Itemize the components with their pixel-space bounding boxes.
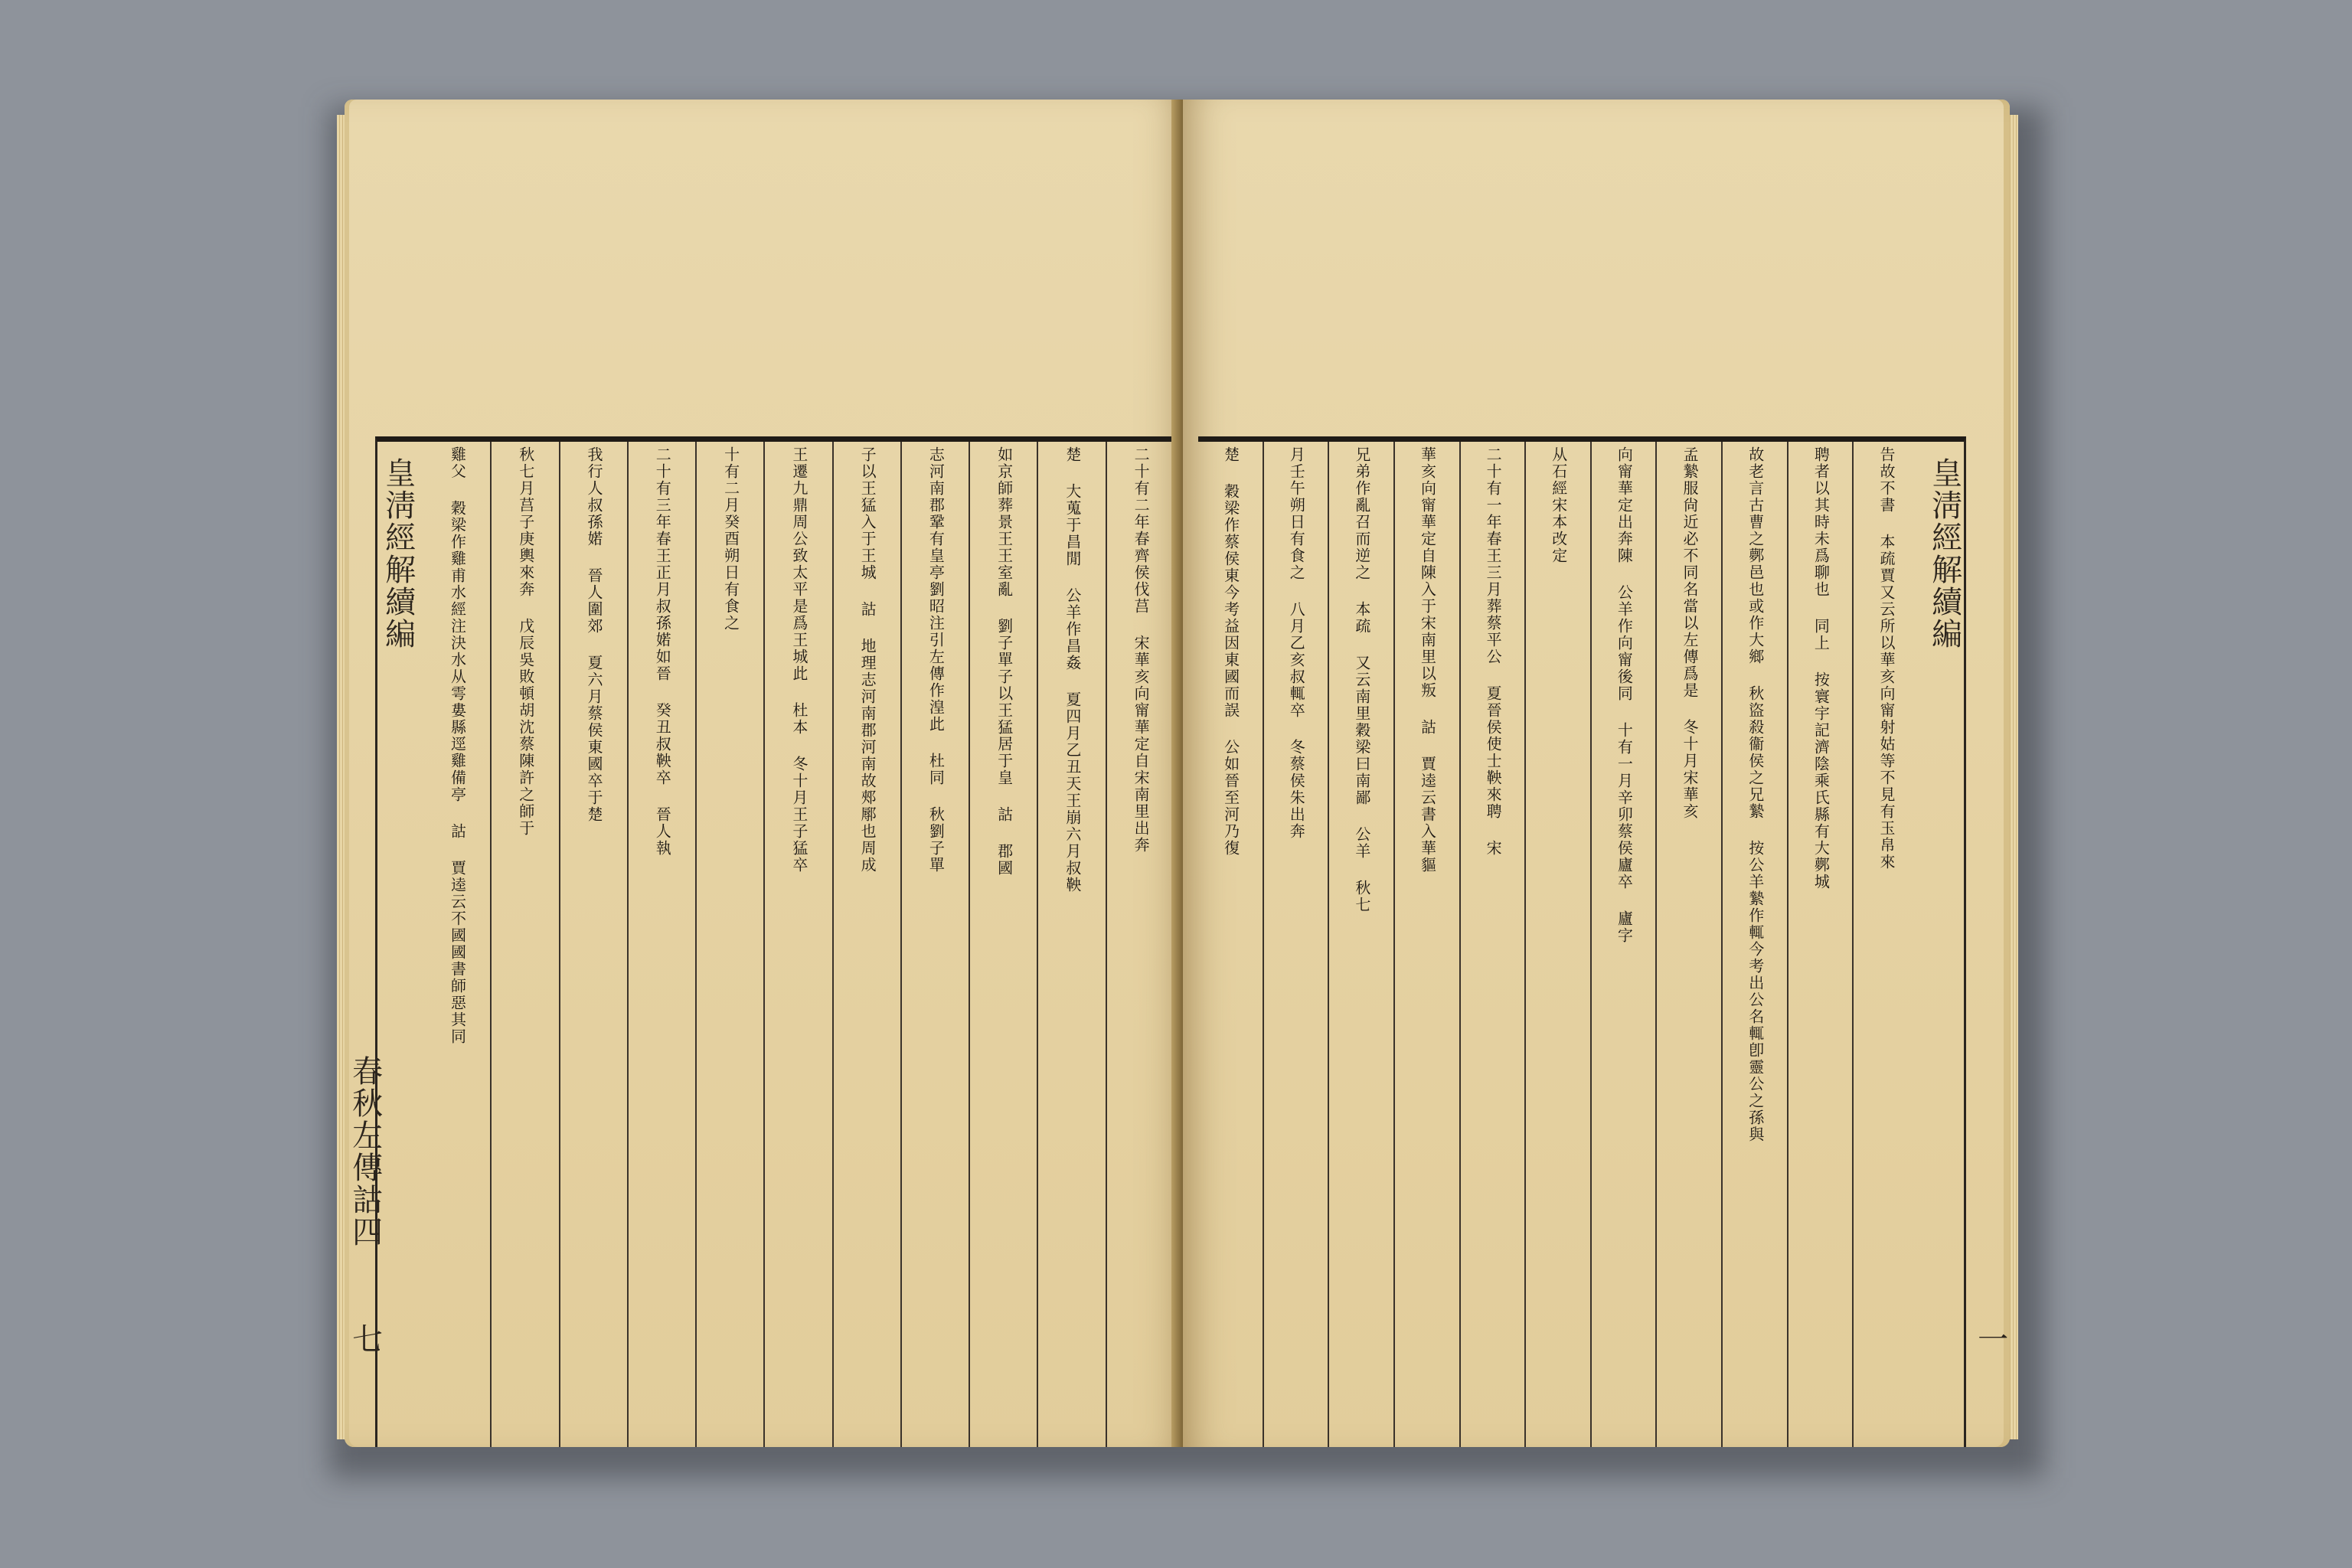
text-column [1106, 442, 1174, 1447]
left-text-frame [375, 436, 1174, 1447]
column-text: 志河南郡鞏有皇亭劉昭注引左傳作湟此 杜同 秋劉子單 [926, 446, 946, 874]
column-text: 十有二月癸酉朔日有食之 [721, 446, 740, 632]
text-column [627, 442, 695, 1447]
column-text: 聘者以其時未爲聊也 同上 按寰宇記濟陰乘氏縣有大鄸城 [1811, 446, 1831, 890]
text-column [1852, 442, 1918, 1447]
left-columns [423, 442, 1174, 1447]
left-folio [345, 1055, 387, 1248]
column-text: 告故不書 本疏賈又云所以華亥向甯射姑等不見有玉帛來 [1877, 446, 1896, 871]
column-text: 二十有一年春王三月葬蔡平公 夏晉侯使士鞅來聘 宋 [1484, 446, 1503, 857]
text-column [423, 442, 490, 1447]
right-columns [1198, 442, 1918, 1447]
text-column [1787, 442, 1853, 1447]
left-folio-number [345, 1323, 387, 1355]
right-folio-number [1967, 1323, 2010, 1355]
column-text: 向甯華定出奔陳 公羊作向甯後同 十有一月辛卯蔡侯廬卒 廬字 [1615, 446, 1634, 944]
right-margin-label [1921, 449, 1967, 1447]
column-text: 二十有三年春王正月叔孫婼如晉 癸丑叔鞅卒 晉人執 [653, 446, 672, 857]
text-column [1263, 442, 1328, 1447]
left-page [345, 100, 1187, 1447]
column-text: 子以王猛入于王城 詁 地理志河南郡河南故郟鄏也周成 [858, 446, 877, 874]
text-column [1328, 442, 1393, 1447]
column-text: 故老言古曹之鄸邑也或作大鄉 秋盜殺衞侯之兄縶 按公羊縶作輒今考出公名輒卽靈公之孫與 [1746, 446, 1765, 1143]
column-text: 月壬午朔日有食之 八月乙亥叔輒卒 冬蔡侯朱出奔 [1287, 446, 1306, 840]
text-column [1037, 442, 1105, 1447]
text-column [900, 442, 969, 1447]
text-column [1721, 442, 1787, 1447]
right-text-frame [1198, 436, 1966, 1447]
text-column [1655, 442, 1721, 1447]
text-column [490, 442, 558, 1447]
text-column [1524, 442, 1590, 1447]
left-margin-title: 皇淸經解續編 [380, 457, 416, 650]
text-column [832, 442, 900, 1447]
column-text: 秋七月莒子庚輿來奔 戊辰吳敗頓胡沈蔡陳許之師于 [516, 446, 535, 837]
right-page-number: 一 [1972, 1323, 2008, 1355]
column-text: 如京師葬景王王室亂 劉子單子以王猛居于皇 詁 郡國 [995, 446, 1014, 877]
left-page-number: 七 [347, 1323, 383, 1355]
column-text: 兄弟作亂召而逆之 本疏 又云南里穀梁曰南鄙 公羊 秋七 [1352, 446, 1371, 913]
right-page [1183, 100, 2010, 1447]
text-column [763, 442, 831, 1447]
text-column [559, 442, 627, 1447]
text-column [969, 442, 1037, 1447]
column-text: 楚 大蒐于昌閒 公羊作昌姦 夏四月乙丑天王崩六月叔鞅 [1063, 446, 1082, 893]
column-text: 王遷九鼎周公致太平是爲王城此 杜本 冬十月王子猛卒 [789, 446, 808, 874]
text-column [1459, 442, 1525, 1447]
column-text: 華亥向甯華定自陳入于宋南里以叛 詁 賈逵云書入華貙 [1418, 446, 1437, 874]
text-column [1198, 442, 1263, 1447]
column-text: 孟縶服尙近必不同名當以左傳爲是 冬十月宋華亥 [1681, 446, 1700, 820]
column-text: 从石經宋本改定 [1549, 446, 1568, 564]
left-margin-section: 春秋左傳詁四 [347, 1055, 383, 1248]
text-column [695, 442, 763, 1447]
left-margin-label [374, 449, 420, 1447]
text-column [1393, 442, 1459, 1447]
column-text: 楚 穀梁作蔡侯東今考益因東國而誤 公如晉至河乃復 [1221, 446, 1240, 857]
right-margin-title: 皇淸經解續編 [1926, 457, 1962, 650]
column-text: 二十有二年春齊侯伐莒 宋華亥向甯華定自宋南里出奔 [1132, 446, 1151, 854]
column-text: 我行人叔孫婼 晉人圍郊 夏六月蔡侯東國卒于楚 [585, 446, 604, 823]
column-text: 雞父 穀梁作雞甫水經注決水从雩婁縣逕雞備亭 詁 賈逵云不國國書師惡其同 [448, 446, 467, 1045]
text-column [1590, 442, 1656, 1447]
